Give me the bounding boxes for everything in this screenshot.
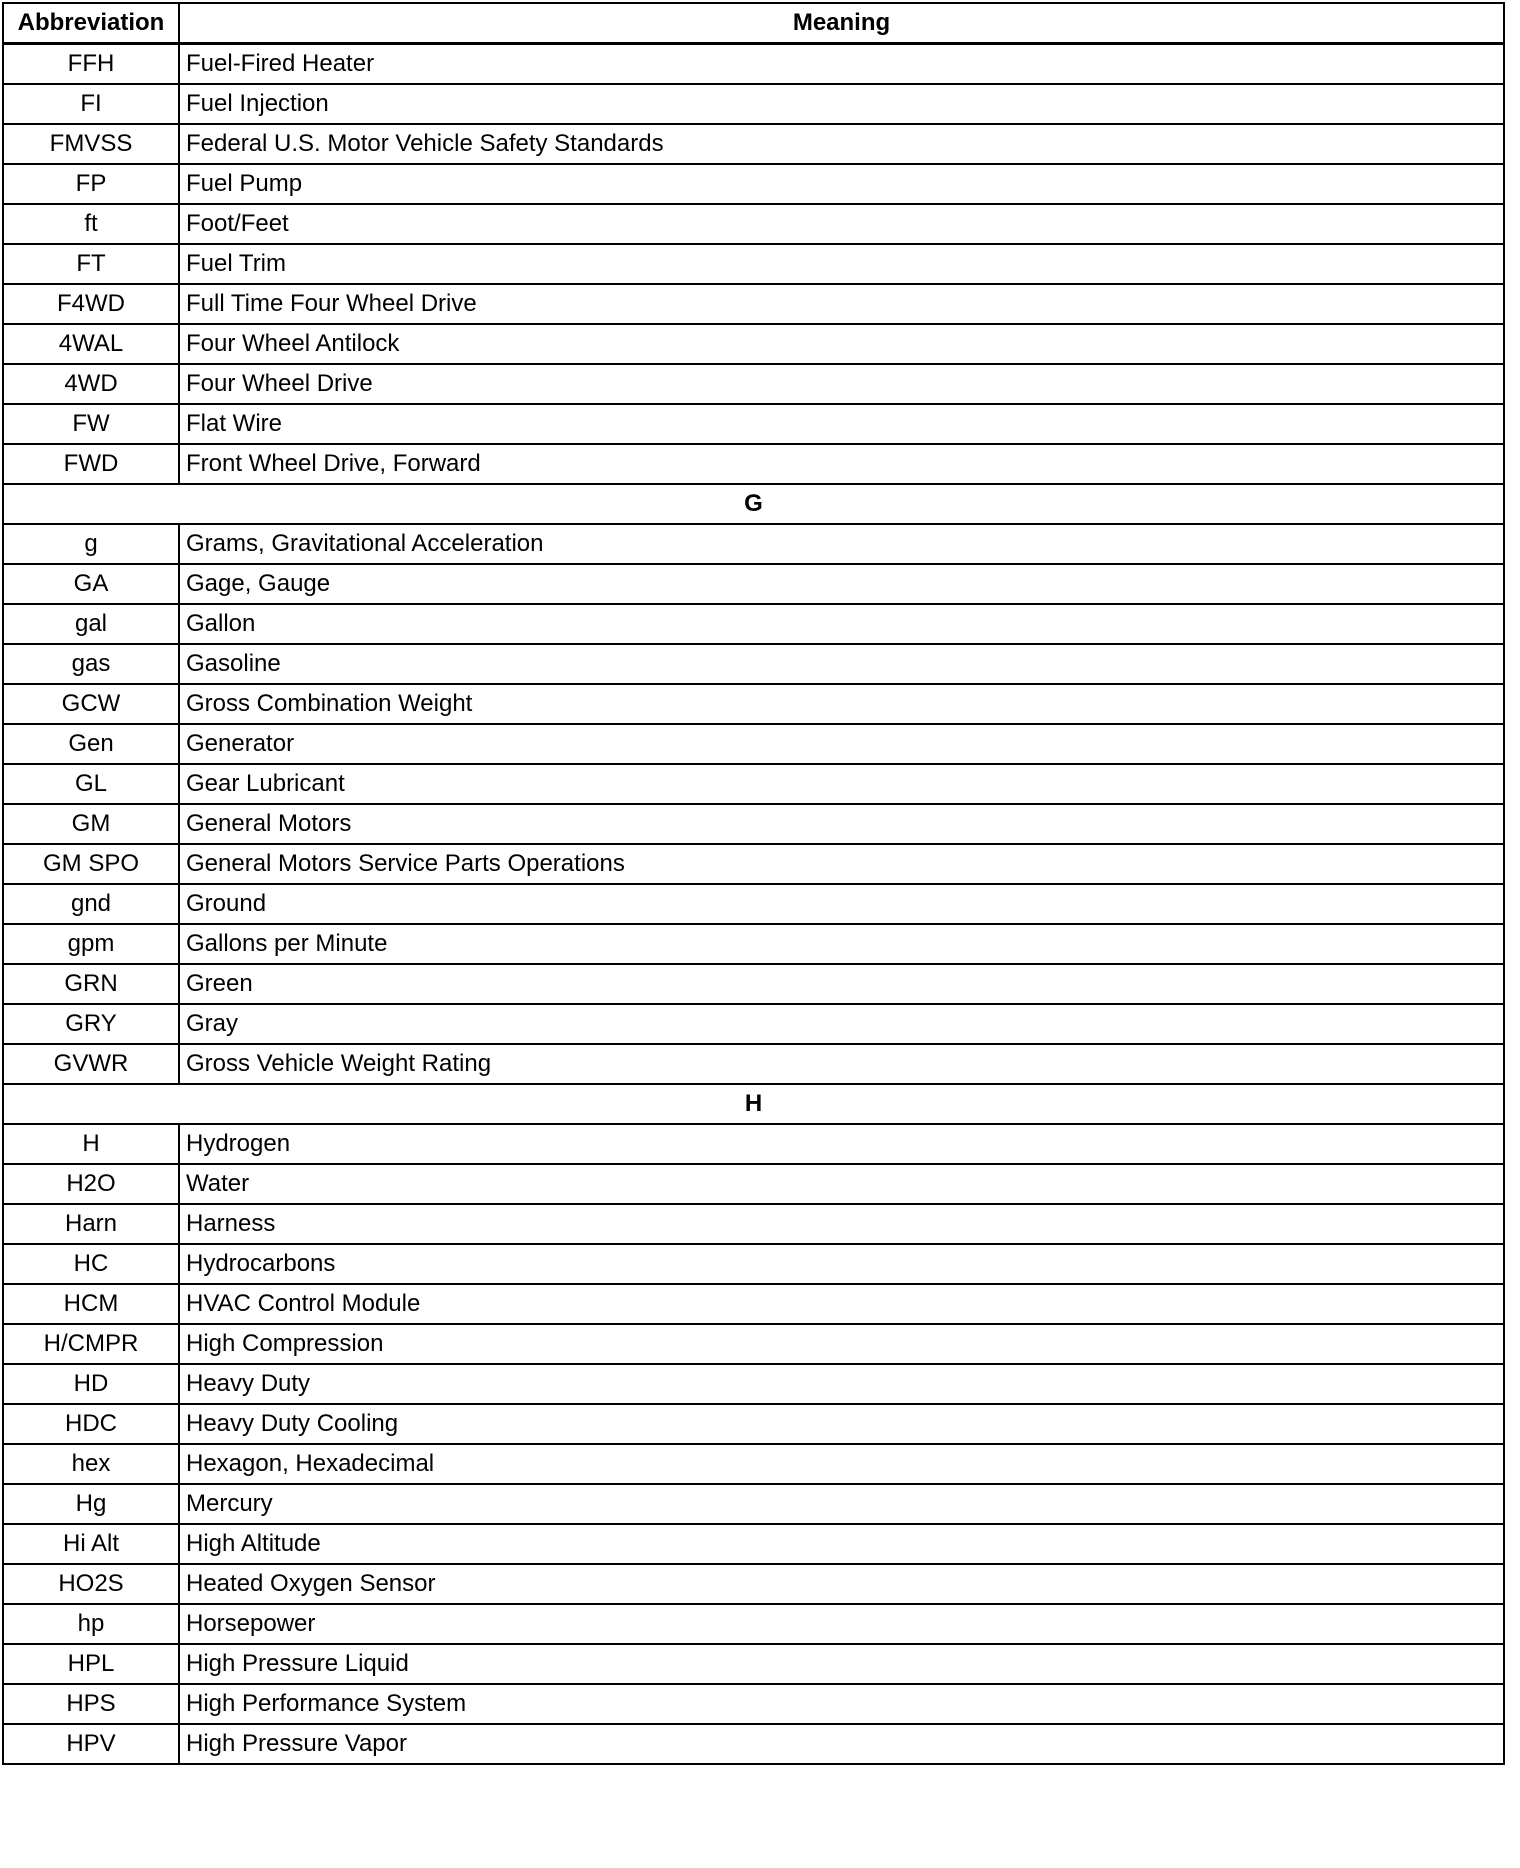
table-row — [3, 1644, 1504, 1684]
abbreviation-cell: GL — [3, 764, 179, 804]
table-row — [3, 1164, 1504, 1204]
meaning-cell: High Pressure Liquid — [179, 1644, 1504, 1684]
abbreviation-cell: FT — [3, 244, 179, 284]
abbreviation-cell: HPS — [3, 1684, 179, 1724]
table-row — [3, 364, 1504, 404]
table-row — [3, 844, 1504, 884]
meaning-cell: Full Time Four Wheel Drive — [179, 284, 1504, 324]
meaning-cell: Federal U.S. Motor Vehicle Safety Standards — [179, 124, 1504, 164]
table-row — [3, 564, 1504, 604]
table-row — [3, 1324, 1504, 1364]
meaning-cell: Heated Oxygen Sensor — [179, 1564, 1504, 1604]
table-row — [3, 1004, 1504, 1044]
abbreviation-cell: FFH — [3, 44, 179, 85]
meaning-cell: Mercury — [179, 1484, 1504, 1524]
table-row — [3, 404, 1504, 444]
table-row — [3, 164, 1504, 204]
table-row — [3, 124, 1504, 164]
meaning-cell: High Performance System — [179, 1684, 1504, 1724]
table-row — [3, 1244, 1504, 1284]
table-row — [3, 324, 1504, 364]
meaning-cell: General Motors — [179, 804, 1504, 844]
abbreviation-cell: gal — [3, 604, 179, 644]
table-row — [3, 604, 1504, 644]
abbreviation-cell: hp — [3, 1604, 179, 1644]
table-row — [3, 444, 1504, 484]
meaning-cell: High Compression — [179, 1324, 1504, 1364]
abbreviation-cell: gnd — [3, 884, 179, 924]
section-letter: H — [3, 1084, 1504, 1124]
table-row — [3, 644, 1504, 684]
meaning-cell: Gross Combination Weight — [179, 684, 1504, 724]
abbreviation-cell: FMVSS — [3, 124, 179, 164]
abbreviation-cell: Gen — [3, 724, 179, 764]
meaning-cell: Hydrogen — [179, 1124, 1504, 1164]
table-row — [3, 1444, 1504, 1484]
abbreviation-cell: Hi Alt — [3, 1524, 179, 1564]
abbreviation-cell: HC — [3, 1244, 179, 1284]
meaning-cell: Hydrocarbons — [179, 1244, 1504, 1284]
abbreviation-cell: HPL — [3, 1644, 179, 1684]
table-row — [3, 1564, 1504, 1604]
abbreviation-cell: FP — [3, 164, 179, 204]
table-row — [3, 964, 1504, 1004]
abbreviation-cell: HPV — [3, 1724, 179, 1764]
table-row — [3, 44, 1504, 85]
abbreviation-cell: F4WD — [3, 284, 179, 324]
meaning-cell: HVAC Control Module — [179, 1284, 1504, 1324]
table-row — [3, 244, 1504, 284]
meaning-cell: High Pressure Vapor — [179, 1724, 1504, 1764]
table-row — [3, 724, 1504, 764]
meaning-cell: Green — [179, 964, 1504, 1004]
table-row — [3, 1604, 1504, 1644]
abbreviation-cell: FI — [3, 84, 179, 124]
meaning-cell: Gear Lubricant — [179, 764, 1504, 804]
meaning-cell: Water — [179, 1164, 1504, 1204]
table-row — [3, 1204, 1504, 1244]
table-header-row — [3, 3, 1504, 44]
abbreviation-cell: GM SPO — [3, 844, 179, 884]
meaning-cell: Gage, Gauge — [179, 564, 1504, 604]
table-row — [3, 1044, 1504, 1084]
abbreviation-column-header: Abbreviation — [3, 3, 179, 44]
table-row — [3, 1364, 1504, 1404]
table-row — [3, 204, 1504, 244]
table-row — [3, 524, 1504, 564]
table-row — [3, 1484, 1504, 1524]
table-row — [3, 84, 1504, 124]
meaning-cell: Heavy Duty Cooling — [179, 1404, 1504, 1444]
abbreviation-cell: 4WAL — [3, 324, 179, 364]
meaning-cell: Hexagon, Hexadecimal — [179, 1444, 1504, 1484]
meaning-cell: Gray — [179, 1004, 1504, 1044]
meaning-cell: Front Wheel Drive, Forward — [179, 444, 1504, 484]
table-row — [3, 684, 1504, 724]
abbreviation-cell: HO2S — [3, 1564, 179, 1604]
abbreviation-cell: FWD — [3, 444, 179, 484]
abbreviation-cell: FW — [3, 404, 179, 444]
meaning-cell: General Motors Service Parts Operations — [179, 844, 1504, 884]
meaning-cell: Fuel Trim — [179, 244, 1504, 284]
meaning-cell: Gallon — [179, 604, 1504, 644]
abbreviation-cell: HDC — [3, 1404, 179, 1444]
meaning-cell: Fuel Pump — [179, 164, 1504, 204]
table-row — [3, 1124, 1504, 1164]
abbreviation-table — [2, 2, 1505, 1765]
meaning-cell: Gallons per Minute — [179, 924, 1504, 964]
section-letter: G — [3, 484, 1504, 524]
meaning-cell: Fuel Injection — [179, 84, 1504, 124]
abbreviation-cell: GRN — [3, 964, 179, 1004]
abbreviation-cell: hex — [3, 1444, 179, 1484]
abbreviation-cell: HD — [3, 1364, 179, 1404]
abbreviation-cell: ft — [3, 204, 179, 244]
meaning-column-header: Meaning — [179, 3, 1504, 44]
abbreviation-cell: GRY — [3, 1004, 179, 1044]
meaning-cell: Four Wheel Antilock — [179, 324, 1504, 364]
abbreviation-cell: 4WD — [3, 364, 179, 404]
meaning-cell: Generator — [179, 724, 1504, 764]
table-row — [3, 1724, 1504, 1764]
meaning-cell: Heavy Duty — [179, 1364, 1504, 1404]
abbreviation-cell: GVWR — [3, 1044, 179, 1084]
abbreviation-cell: H — [3, 1124, 179, 1164]
abbreviation-cell: gpm — [3, 924, 179, 964]
abbreviation-cell: GCW — [3, 684, 179, 724]
abbreviation-cell: gas — [3, 644, 179, 684]
table-body — [3, 44, 1504, 1765]
meaning-cell: Ground — [179, 884, 1504, 924]
table-row — [3, 1404, 1504, 1444]
abbreviation-table-container — [2, 2, 1503, 1765]
abbreviation-cell: H/CMPR — [3, 1324, 179, 1364]
meaning-cell: Fuel-Fired Heater — [179, 44, 1504, 85]
meaning-cell: Four Wheel Drive — [179, 364, 1504, 404]
abbreviation-cell: Harn — [3, 1204, 179, 1244]
meaning-cell: Flat Wire — [179, 404, 1504, 444]
meaning-cell: Gasoline — [179, 644, 1504, 684]
abbreviation-cell: HCM — [3, 1284, 179, 1324]
table-row — [3, 764, 1504, 804]
meaning-cell: Gross Vehicle Weight Rating — [179, 1044, 1504, 1084]
table-row — [3, 1684, 1504, 1724]
abbreviation-cell: g — [3, 524, 179, 564]
abbreviation-cell: GM — [3, 804, 179, 844]
table-row — [3, 804, 1504, 844]
table-row — [3, 1524, 1504, 1564]
meaning-cell: Horsepower — [179, 1604, 1504, 1644]
meaning-cell: High Altitude — [179, 1524, 1504, 1564]
section-header-row — [3, 1084, 1504, 1124]
table-row — [3, 884, 1504, 924]
meaning-cell: Foot/Feet — [179, 204, 1504, 244]
abbreviation-cell: GA — [3, 564, 179, 604]
abbreviation-cell: H2O — [3, 1164, 179, 1204]
section-header-row — [3, 484, 1504, 524]
meaning-cell: Grams, Gravitational Acceleration — [179, 524, 1504, 564]
table-row — [3, 924, 1504, 964]
meaning-cell: Harness — [179, 1204, 1504, 1244]
table-row — [3, 1284, 1504, 1324]
abbreviation-cell: Hg — [3, 1484, 179, 1524]
table-row — [3, 284, 1504, 324]
